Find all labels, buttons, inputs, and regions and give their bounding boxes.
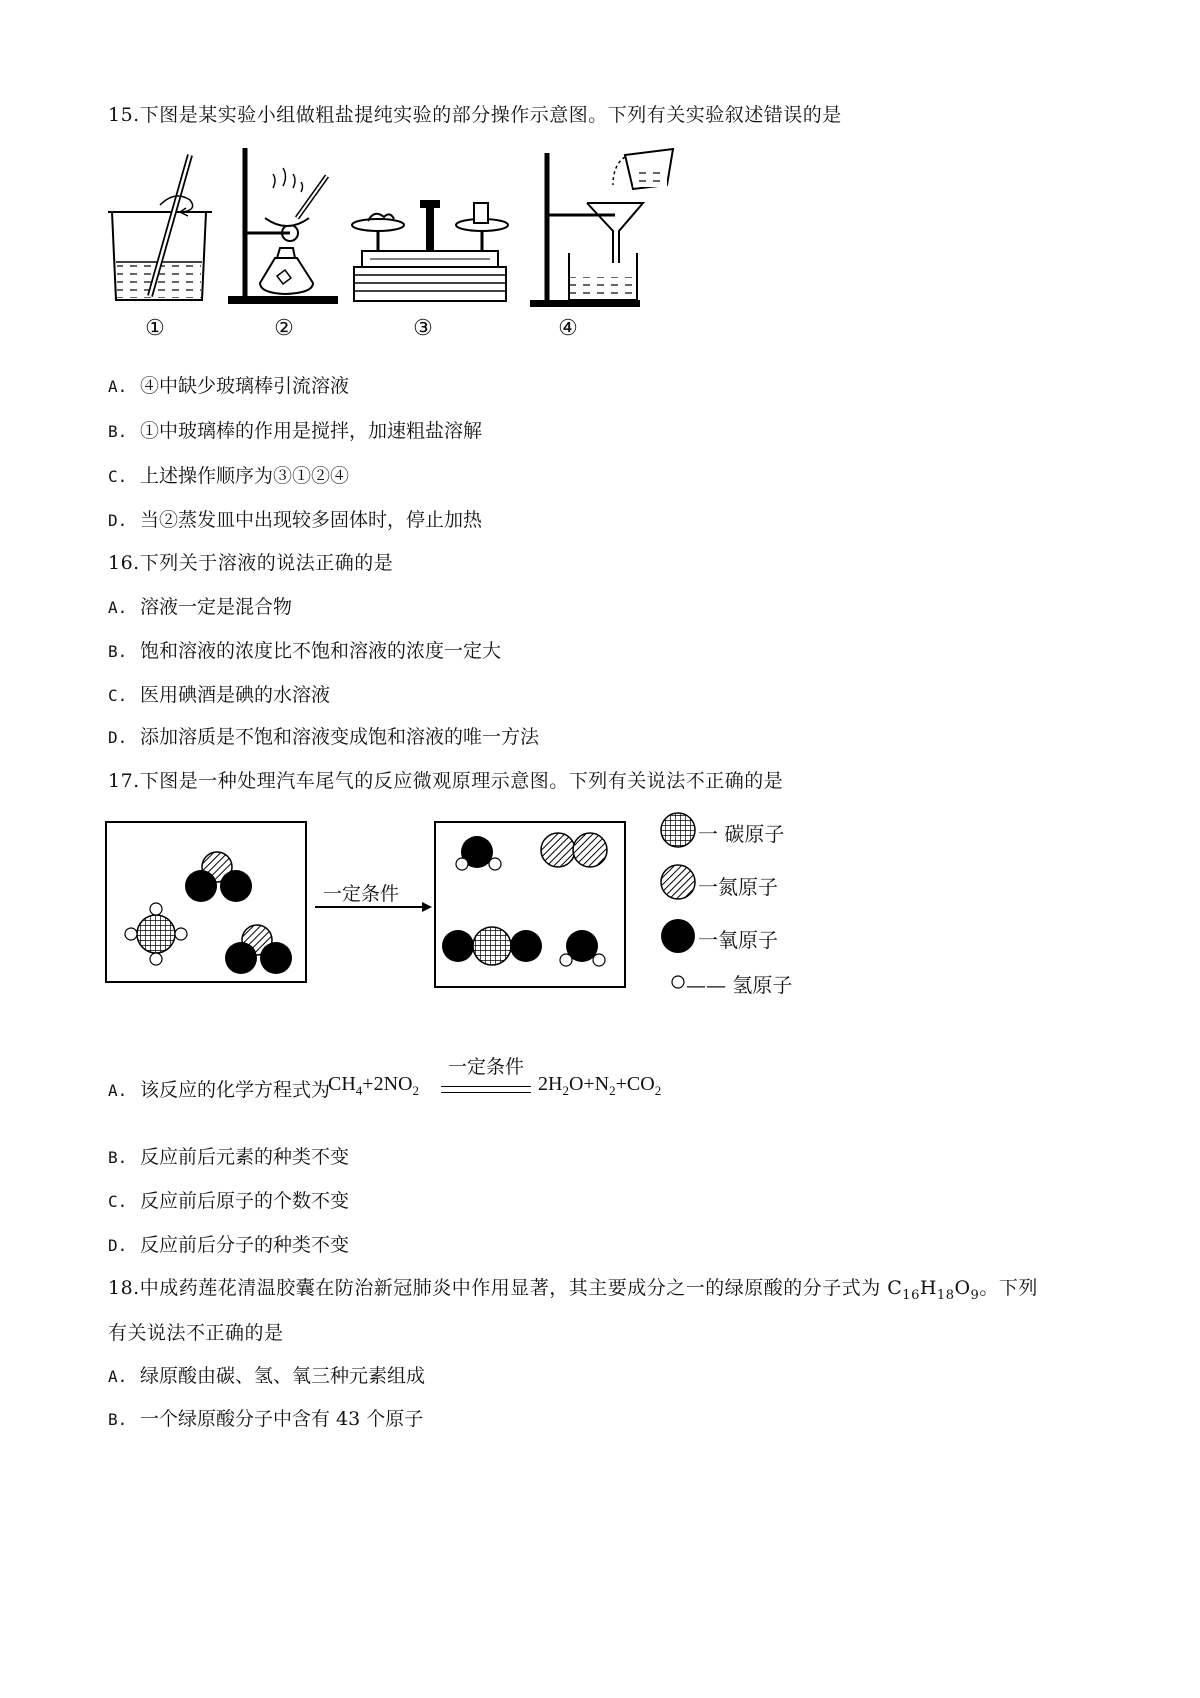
hydrogen-atom (150, 953, 162, 965)
oxygen-atom (442, 930, 474, 962)
q15-option-c[interactable]: C. 上述操作顺序为③①②④ (108, 465, 350, 487)
q18-option-b[interactable]: B. 一个绿原酸分子中含有 43 个原子 (108, 1408, 424, 1430)
q18-option-a[interactable]: A. 绿原酸由碳、氢、氧三种元素组成 (108, 1365, 426, 1387)
figure-label-3: ③ (413, 316, 433, 341)
q15-option-a[interactable]: A. ④中缺少玻璃棒引流溶液 (108, 375, 350, 397)
beaker-stirring-figure (100, 150, 220, 310)
oxygen-atom (260, 942, 292, 974)
legend-oxygen: 一氧原子 (698, 928, 778, 952)
oxygen-atom (220, 870, 252, 902)
equation-products: $2H_2O+N_2+CO_2$ (538, 1073, 662, 1098)
q17-option-b[interactable]: B. 反应前后元素的种类不变 (108, 1146, 350, 1168)
hydrogen-atom (125, 928, 137, 940)
legend-hydrogen: —— 氢原子 (686, 973, 793, 997)
balance-figure (350, 195, 510, 307)
figure-label-4: ④ (558, 316, 578, 341)
q18-stem-line2: 有关说法不正确的是 (108, 1322, 284, 1344)
carbon-atom (473, 927, 511, 965)
oxygen-atom (510, 930, 542, 962)
filtration-figure (525, 145, 675, 310)
oxygen-atom-icon (661, 919, 695, 953)
oxygen-atom (225, 942, 257, 974)
hydrogen-atom (175, 928, 187, 940)
nitrogen-atom (541, 833, 575, 867)
q16-stem: 16.下列关于溶液的说法正确的是 (108, 552, 394, 574)
q17-option-c[interactable]: C. 反应前后原子的个数不变 (108, 1190, 350, 1212)
nitrogen-atom-icon (661, 865, 695, 899)
hydrogen-atom (560, 954, 572, 966)
legend-carbon: 一 碳原子 (698, 822, 785, 846)
q16-option-a[interactable]: A. 溶液一定是混合物 (108, 596, 293, 618)
figure-label-1: ① (145, 316, 165, 341)
q16-option-c[interactable]: C. 医用碘酒是碘的水溶液 (108, 684, 331, 706)
hydrogen-atom (489, 858, 501, 870)
arrow-condition-label: 一定条件 (323, 883, 400, 905)
q17-option-a[interactable]: A. 该反应的化学方程式为 (108, 1079, 331, 1101)
equation-reactants: $CH_4+2NO_2$ (328, 1073, 419, 1098)
q17-stem: 17.下图是一种处理汽车尾气的反应微观原理示意图。下列有关说法不正确的是 (108, 770, 784, 792)
hydrogen-atom (593, 954, 605, 966)
q15-option-b[interactable]: B. ①中玻璃棒的作用是搅拌，加速粗盐溶解 (108, 420, 483, 442)
q16-option-d[interactable]: D. 添加溶质是不饱和溶液变成饱和溶液的唯一方法 (108, 726, 540, 748)
reaction-diagram (100, 810, 700, 1030)
oxygen-atom (185, 870, 217, 902)
q15-stem: 15.下图是某实验小组做粗盐提纯实验的部分操作示意图。下列有关实验叙述错误的是 (108, 104, 842, 126)
evaporation-figure (225, 148, 345, 308)
equation-equals-sign (441, 1086, 531, 1093)
figure-label-2: ② (274, 316, 294, 341)
q15-option-d[interactable]: D. 当②蒸发皿中出现较多固体时，停止加热 (108, 509, 483, 531)
q17-option-d[interactable]: D. 反应前后分子的种类不变 (108, 1234, 350, 1256)
legend-nitrogen: 一氮原子 (698, 875, 778, 899)
hydrogen-atom (150, 903, 162, 915)
carbon-atom (137, 915, 175, 953)
hydrogen-atom-icon (672, 976, 684, 988)
q18-stem-line1: 18.中成药莲花清温胶囊在防治新冠肺炎中作用显著，其主要成分之一的绿原酸的分子式为 $C_{16}H_{18}O_9$。下列 (108, 1277, 1038, 1303)
nitrogen-atom (573, 833, 607, 867)
q16-option-b[interactable]: B. 饱和溶液的浓度比不饱和溶液的浓度一定大 (108, 640, 502, 662)
equation-condition: 一定条件 (447, 1056, 524, 1078)
carbon-atom-icon (661, 813, 695, 847)
hydrogen-atom (456, 858, 468, 870)
